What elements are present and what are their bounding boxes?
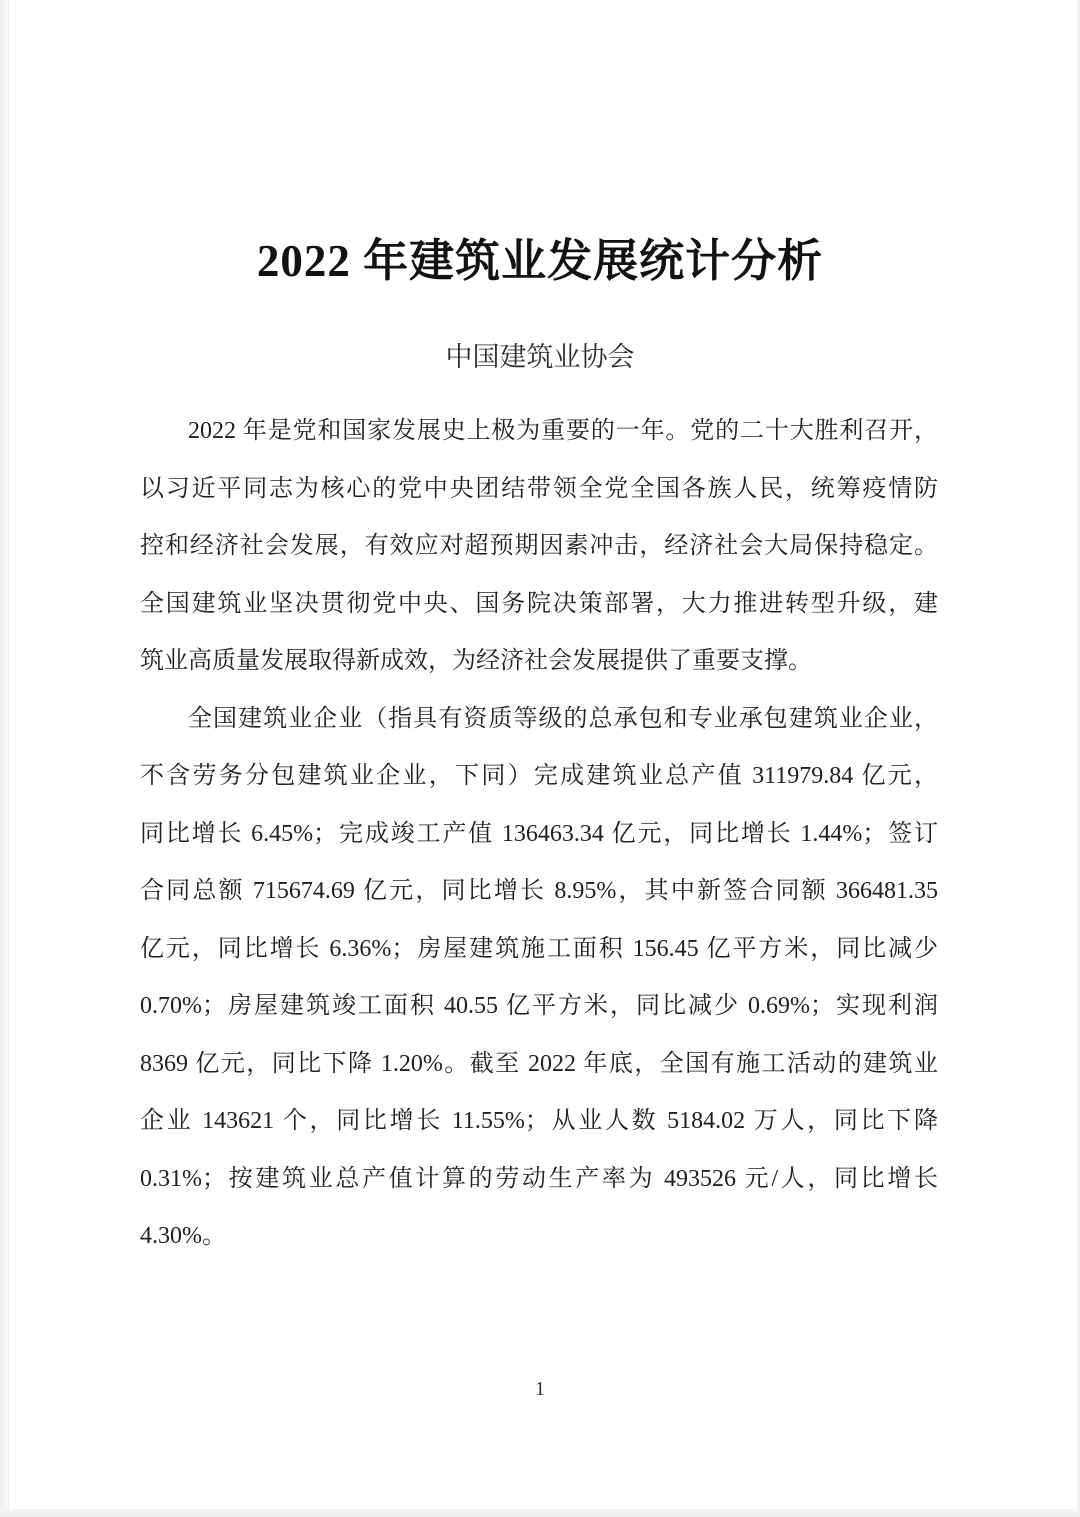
text-line: 不含劳务分包建筑业企业，下同）完成建筑业总产值 311979.84 亿元， (140, 763, 938, 789)
text-line: 全国建筑业坚决贯彻党中央、国务院决策部署，大力推进转型升级，建 (140, 590, 938, 617)
page-number: 1 (535, 1378, 545, 1400)
text-line: 筑业高质量发展取得新成效，为经济社会发展提供了重要支撑。 (140, 648, 812, 674)
page-left-edge (0, 0, 9, 1517)
text-line: 2022 年是党和国家发展史上极为重要的一年。党的二十大胜利召开， (188, 418, 938, 444)
page-bottom-edge (0, 1509, 1080, 1517)
text-line: 4.30%。 (140, 1223, 226, 1249)
text-line: 8369 亿元，同比下降 1.20%。截至 2022 年底，全国有施工活动的建筑业 (140, 1050, 938, 1077)
text-line: 同比增长 6.45%；完成竣工产值 136463.34 亿元，同比增长 1.44%；签订 (140, 820, 938, 847)
page-right-edge (1076, 0, 1080, 1517)
document-body (140, 403, 938, 1266)
text-line: 以习近平同志为核心的党中央团结带领全党全国各族人民，统筹疫情防 (140, 475, 938, 502)
text-line: 控和经济社会发展，有效应对超预期因素冲击，经济社会大局保持稳定。 (140, 533, 938, 559)
text-line: 合同总额 715674.69 亿元，同比增长 8.95%，其中新签合同额 366481.35 (140, 878, 938, 904)
document-title: 2022 年建筑业发展统计分析 (256, 236, 824, 286)
text-line: 企业 143621 个，同比增长 11.55%；从业人数 5184.02 万人，同比下降 (140, 1108, 938, 1134)
text-line: 0.31%；按建筑业总产值计算的劳动生产率为 493526 元/人，同比增长 (140, 1165, 938, 1192)
text-line: 0.70%；房屋建筑竣工面积 40.55 亿平方米，同比减少 0.69%；实现利润 (140, 993, 938, 1019)
text-line: 亿元，同比增长 6.36%；房屋建筑施工面积 156.45 亿平方米，同比减少 (140, 935, 938, 962)
document-subtitle: 中国建筑业协会 (445, 342, 635, 372)
text-line: 全国建筑业企业（指具有资质等级的总承包和专业承包建筑业企业， (188, 705, 938, 732)
paragraph (140, 691, 938, 1266)
paragraph (140, 403, 938, 691)
